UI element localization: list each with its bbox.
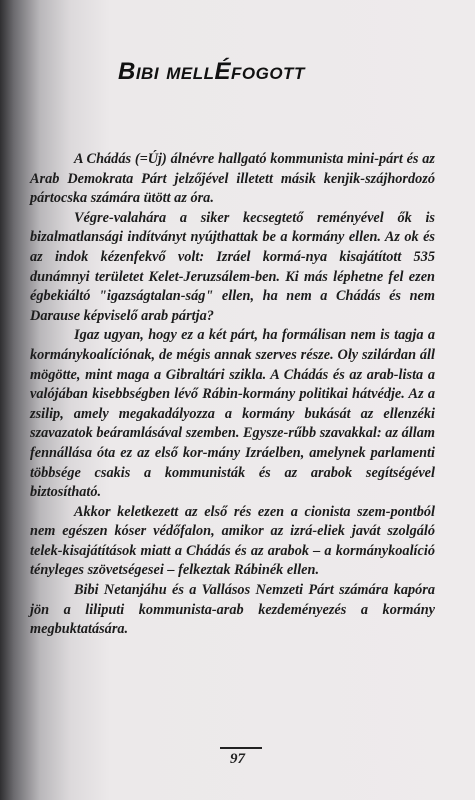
page-title: Bibi mellÉfogott: [118, 58, 305, 85]
paragraph-5: Bibi Netanjáhu és a Vallásos Nemzeti Párt számára kapóra jön a liliputi kommunista-arab kezdeményezés a kormány megbuktatására.: [30, 582, 435, 638]
page-number: 97: [230, 751, 245, 767]
paragraph-2: Végre-valahára a siker kecsegtető reményével ők is bizalmatlansági indítványt nyújthattak be a kormány ellen. Az ok és az indok kézenfekvő volt: Izráel kormá-nya kisajátított 535 dunámnyi területet Kelet-Jeruzsálem-ben. Ki más léphetne fel ezen égbekiáltó "igazságtalan-ság" ellen, ha nem a Chádás és nem Darause képviselő arab pártja?: [30, 209, 435, 324]
page-number-rule: [220, 747, 262, 749]
article-body: [30, 150, 435, 640]
paragraph-3: Igaz ugyan, hogy ez a két párt, ha formálisan nem is tagja a kormánykoalíciónak, de mégis annak szerves része. Oly szilárdan áll mögötte, mint maga a Gibraltári szikla. A Chádás és az arab-lista a valójában kisebbségben lévő Rábin-kormány politikai hátvédje. Az a zsilip, amely megakadályozza a kormány bukását az ellenzéki szavazatok beáramlásával szemben. Egysze-rűbb szavakkal: az állam fennállása óta ez az első kor-mány Izráelben, amelynek parlamenti többsége csakis a kommunisták és az arabok segítségével biztosítható.: [30, 327, 435, 501]
paragraph-4: Akkor keletkezett az első rés ezen a cionista szem-pontból nem egészen kóser védőfalon, amikor az izrá-eliek javát szolgáló telek-kisajátítások miatt a Chádás és az arabok – a kormánykoalíció tényleges szövetségesei – felkeztak Rábinék ellen.: [30, 503, 435, 579]
paragraph-1: A Chádás (=Új) álnévre hallgató kommunista mini-párt és az Arab Demokrata Párt jelzőjével illetett másik kenjik-szájhordozó pártocska számára ütött az óra.: [30, 151, 435, 207]
